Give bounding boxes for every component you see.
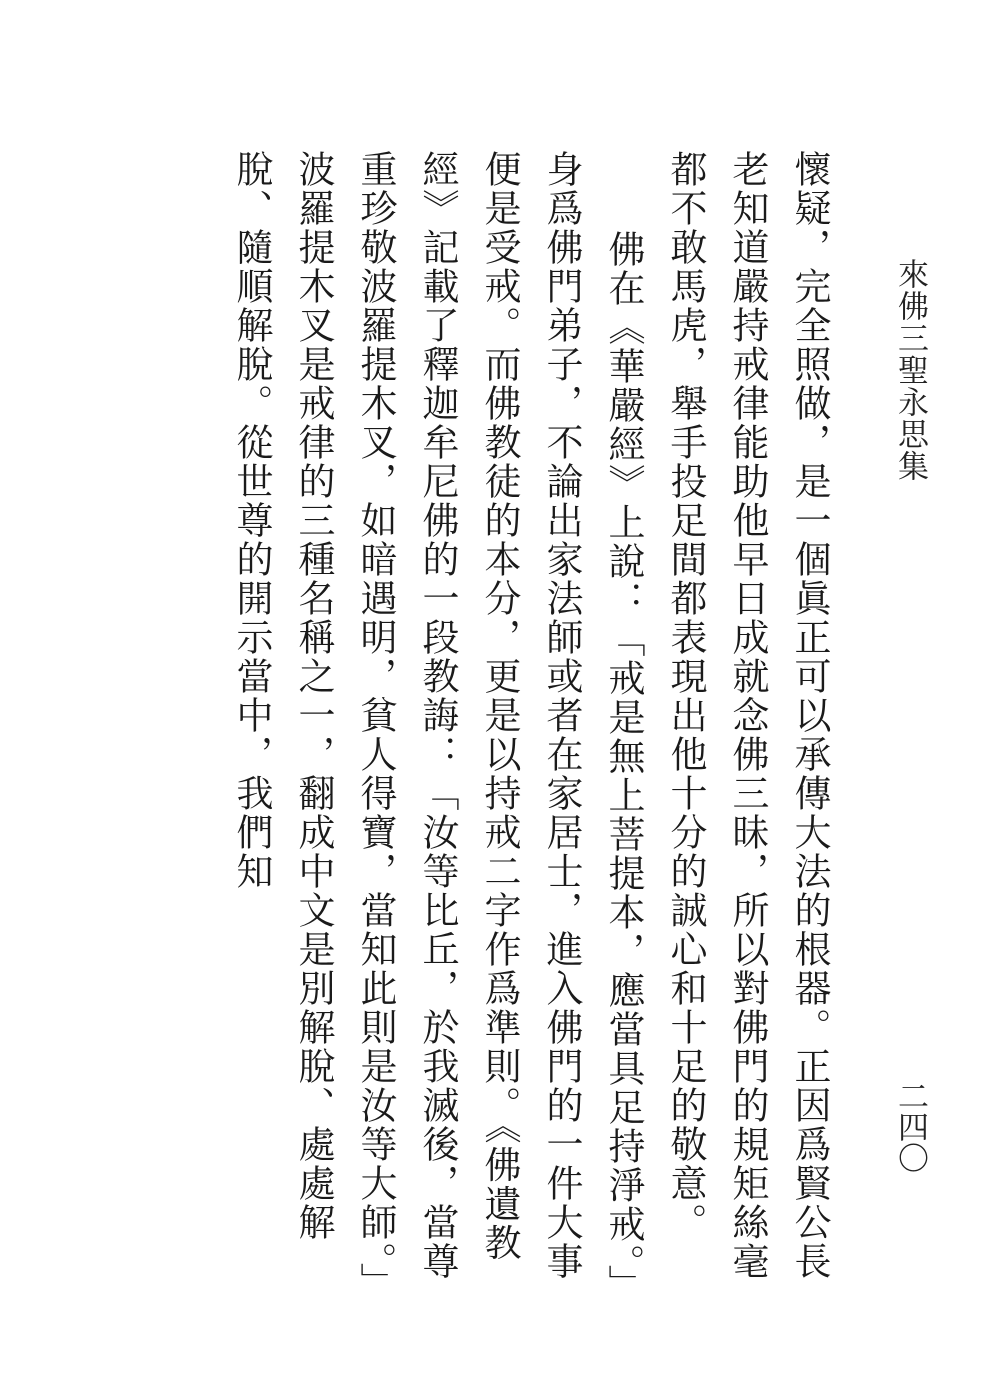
body-text [140, 150, 840, 1290]
running-head-book-title: 來佛三聖永思集 [892, 258, 928, 482]
paragraph-continuation: 懷疑，完全照做，是一個眞正可以承傳大法的根器。正因爲賢公長老知道嚴持戒律能助他早日成就念佛三昧，所以對佛門的規矩絲毫都不敢馬虎，舉手投足間都表現出他十分的誠心和十足的敬意。 [664, 150, 831, 1281]
page-number: 二四〇 [892, 1080, 928, 1173]
paragraph-precepts: 佛在《華嚴經》上說：「戒是無上菩提本，應當具足持淨戒。」身爲佛門弟子，不論出家法師或者在家居士，進入佛門的一件大事便是受戒。而佛教徒的本分，更是以持戒二字作爲準則。《佛遺教經》記載了釋迦牟尼佛的一段教誨：「汝等比丘，於我滅後，當尊重珍敬波羅提木叉，如暗遇明，貧人得寶，當知此則是汝等大師。」波羅提木叉是戒律的三種名稱之一，翻成中文是別解脫、處處解脫、隨順解脫。從世尊的開示當中，我們知 [230, 150, 645, 1285]
